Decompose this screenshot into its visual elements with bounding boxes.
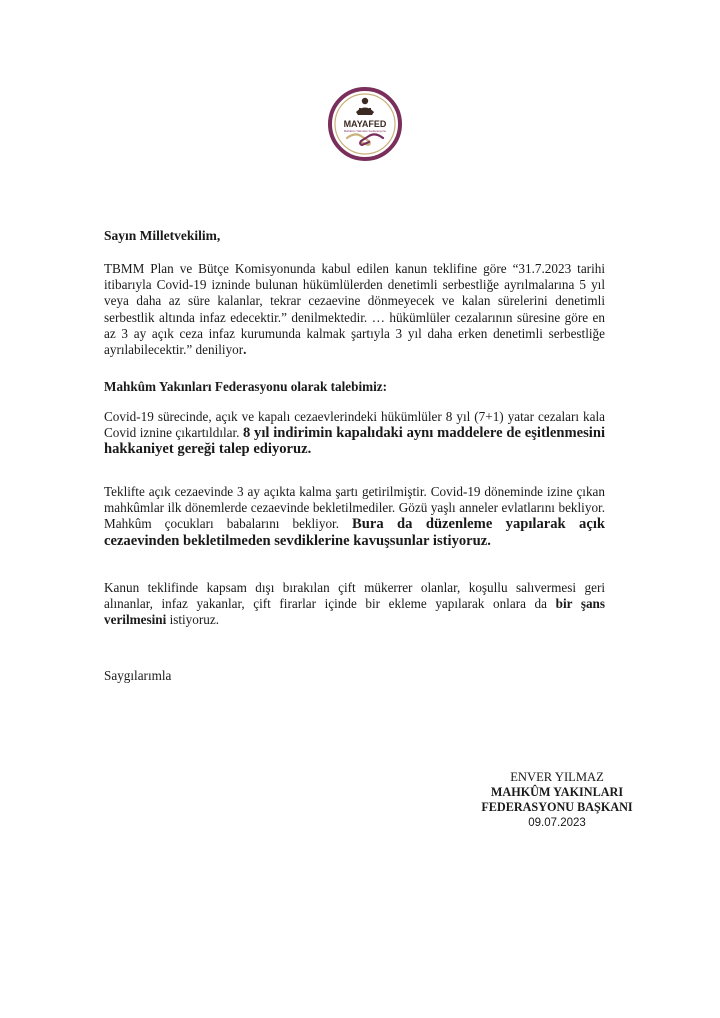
handshake-icon (327, 86, 403, 162)
mayafed-logo (327, 86, 403, 162)
signer-name: ENVER YILMAZ (510, 770, 604, 784)
paragraph-4-bold: bir şans verilmesini (104, 596, 606, 628)
request-heading: Mahkûm Yakınları Federasyonu olarak talebimiz: (104, 379, 388, 394)
logo-text: MAYAFED (343, 119, 387, 129)
letter-date: 09.07.2023 (528, 816, 586, 829)
closing: Saygılarımla (104, 668, 172, 683)
paragraph-3 (104, 484, 605, 549)
paragraph-4 (104, 580, 605, 629)
paragraph-1-end: . (243, 342, 247, 358)
paragraph-3-bold: Bura da düzenleme yapılarak açık cezaevinden bekletilmeden sevdiklerine kavuşsunlar istiyoruz. (104, 516, 605, 549)
paragraph-2 (104, 409, 605, 458)
paragraph-4-text-b: istiyoruz. (169, 612, 220, 628)
paragraph-3-text: Teklifte açık cezaevinde 3 ay açıkta kalma şartı getirilmiştir. Covid-19 döneminde izine çıkan mahkûmlar ilk dönemlerde cezaevinde bekletilmediler. Gözü yaşlı anneler evlatlarını bekliyor. Mahkûm çocukları babalarını bekliyor. (104, 484, 605, 532)
paragraph-1 (104, 261, 605, 358)
greeting: Sayın Milletvekilim, (104, 228, 221, 243)
paragraph-2-bold: 8 yıl indirimin kapalıdaki aynı maddelere de eşitlenmesini hakkaniyet gereği talep ediyoruz. (104, 425, 606, 458)
paragraph-1-text: TBMM Plan ve Bütçe Komisyonunda kabul edilen kanun teklifine göre “31.7.2023 tarihi itibarıyla Covid-19 izninde bulunan hükümlülerden denetimli serbestliğe ayrılmalarına 5 yıl veya daha az süre kalanlar, tekrar cezaevine dönmeyecek ve kalan sürelerini denetimli serbestlik altında infaz edecektir.” denilmektedir. … hükümlüler cezalarının süresine göre en az 3 ay açık ceza infaz kurumunda kalmak şartıyla 3 yıl daha erken denetimli serbestliğe ayrılabilecektir.” deniliyor (104, 261, 605, 358)
paragraph-2-text: Covid-19 sürecinde, açık ve kapalı cezaevlerindeki hükümlüler 8 yıl (7+1) yatar cezaları kala Covid iznine çıkartıldılar. (104, 409, 605, 441)
paragraph-4-text-a: Kanun teklifinde kapsam dışı bırakılan çift mükerrer olanlar, koşullu salıvermesi geri alınanlar, infaz yakanlar, çift firarlar içinde bir ekleme yapılarak onlara da (104, 580, 605, 612)
signer-title-line-2: FEDERASYONU BAŞKANI (481, 800, 633, 815)
signature-block (462, 770, 652, 831)
logo-subtext: Mahkûm Yakınları Federasyonu (343, 129, 387, 133)
signer-title-line-1: MAHKÛM YAKINLARI (490, 785, 624, 800)
